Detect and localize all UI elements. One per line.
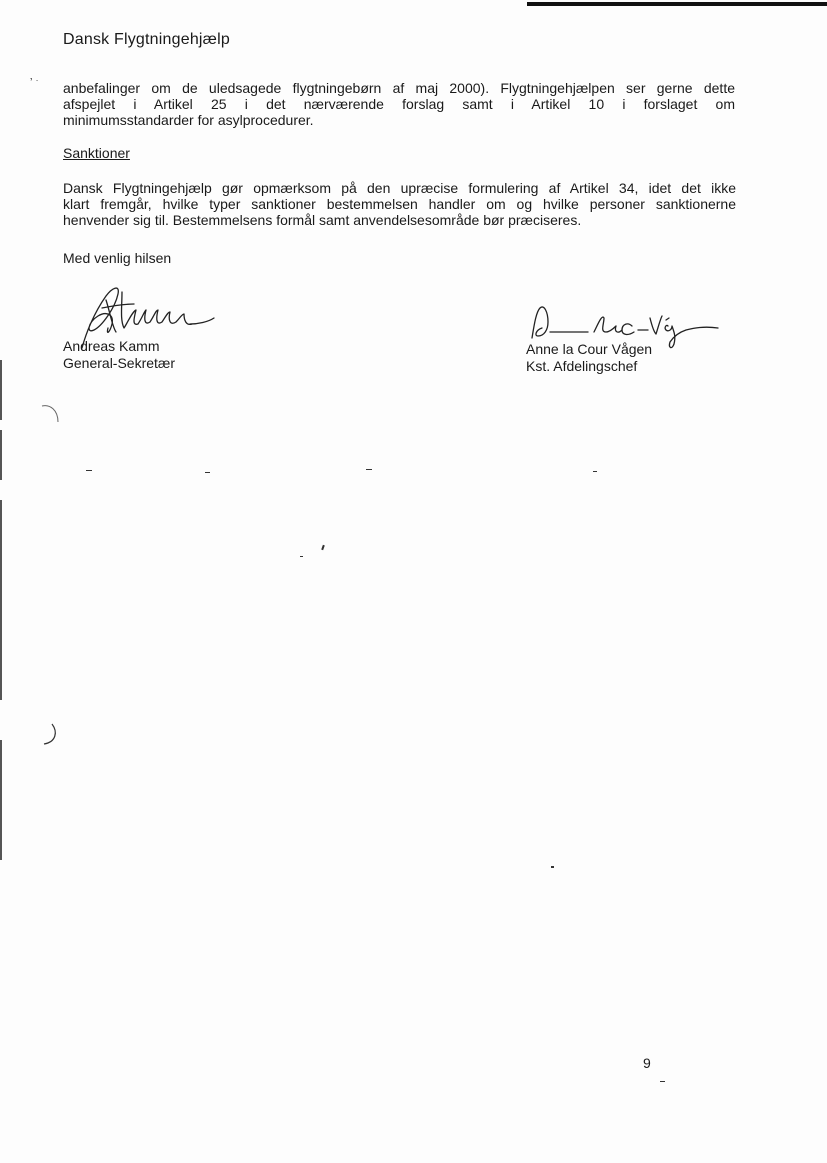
punch-hole-mark bbox=[38, 400, 64, 430]
scan-speck bbox=[300, 556, 303, 557]
scan-speck bbox=[321, 545, 325, 550]
scan-edge-artifact bbox=[527, 2, 827, 6]
scan-edge-artifact bbox=[0, 500, 2, 700]
scan-speck bbox=[660, 1081, 665, 1082]
paragraph-line: anbefalinger om de uledsagede flygtningebørn af maj 2000). Flygtningehjælpen ser gerne dette bbox=[63, 80, 735, 96]
margin-mark: ʼ ˑ bbox=[30, 77, 39, 89]
page-number: 9 bbox=[643, 1055, 651, 1071]
scan-edge-artifact bbox=[0, 430, 2, 480]
signatory-name: Anne la Cour Vågen bbox=[526, 341, 653, 357]
section-heading: Sanktioner bbox=[63, 145, 130, 161]
signatory-left bbox=[63, 338, 175, 372]
paragraph-line: minimumsstandarder for asylprocedurer. bbox=[63, 112, 314, 128]
signatory-right bbox=[526, 341, 652, 375]
signatory-title: Kst. Afdelingschef bbox=[526, 358, 638, 374]
paragraph-line: Dansk Flygtningehjælp gør opmærksom på den upræcise formulering af Artikel 34, idet det ikke bbox=[63, 180, 736, 196]
paragraph-line: afspejlet i Artikel 25 i det nærværende forslag samt i Artikel 10 i forslaget om bbox=[63, 96, 735, 112]
scan-speck bbox=[551, 866, 554, 868]
scan-edge-artifact bbox=[0, 740, 2, 860]
closing-salutation: Med venlig hilsen bbox=[63, 250, 172, 266]
scan-speck bbox=[86, 470, 92, 471]
scan-speck bbox=[366, 469, 372, 470]
signatory-name: Andreas Kamm bbox=[63, 338, 160, 354]
signatory-title: General-Sekretær bbox=[63, 355, 176, 371]
paragraph-line: klart fremgår, hvilke typer sanktioner bestemmelsen handler om og hvilke personer sanktionerne bbox=[63, 196, 736, 212]
scan-edge-artifact bbox=[0, 360, 2, 420]
punch-hole-mark bbox=[36, 720, 62, 750]
paragraph-sanctions bbox=[63, 180, 736, 228]
letterhead: Dansk Flygtningehjælp bbox=[63, 31, 230, 48]
scan-speck bbox=[205, 472, 210, 473]
paragraph-line: henvender sig til. Bestemmelsens formål samt anvendelsesområde bør præciseres. bbox=[63, 212, 582, 228]
paragraph-recommendations bbox=[63, 80, 735, 128]
scan-speck bbox=[593, 471, 597, 472]
